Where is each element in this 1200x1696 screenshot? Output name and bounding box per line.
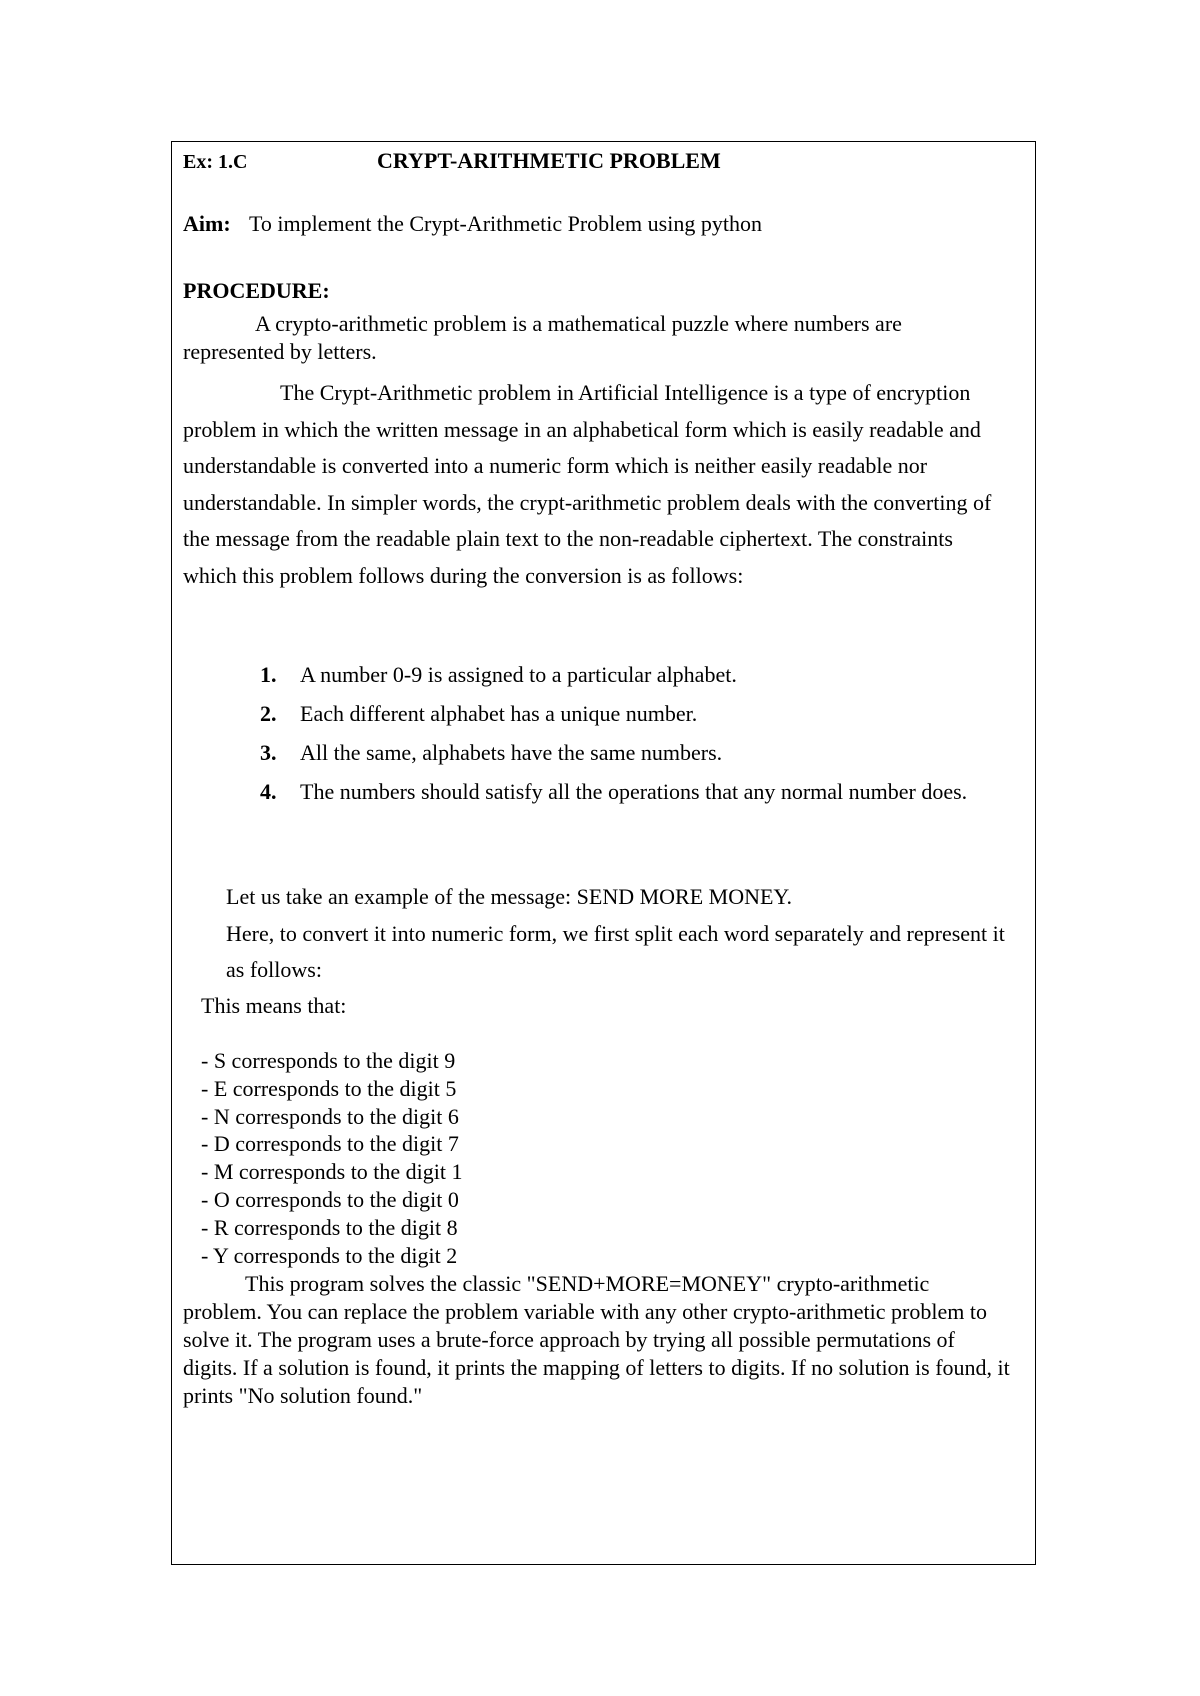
list-number: 3.	[260, 740, 277, 765]
list-item	[260, 778, 1000, 806]
procedure-intro	[183, 310, 983, 366]
mapping-item: - M corresponds to the digit 1	[201, 1159, 463, 1185]
means-label: This means that:	[201, 993, 347, 1018]
example-line-2: Here, to convert it into numeric form, we first split each word separately and represent it as follows:	[226, 920, 1005, 982]
list-item	[260, 739, 1000, 767]
aim-text: To implement the Crypt-Arithmetic Problem using python	[249, 211, 762, 236]
mapping-item: - O corresponds to the digit 0	[201, 1186, 459, 1212]
procedure-description-text: The Crypt-Arithmetic problem in Artificial Intelligence is a type of encryption problem in which the written message in an alphabetical form which is easily readable and understandable is converted into a numeric form which is neither easily readable nor understandable. In simpler words, the crypt-arithmetic problem deals with the converting of the message from the readable plain text to the non-readable ciphertext. The constraints which this problem follows during the conversion is as follows:	[183, 380, 992, 588]
list-number: 4.	[260, 779, 277, 804]
list-number: 2.	[260, 701, 277, 726]
summary-text: This program solves the classic "SEND+MORE=MONEY" crypto-arithmetic problem. You can replace the problem variable with any other crypto-arithmetic problem to solve it. The program uses a brute-force approach by trying all possible permutations of digits. If a solution is found, it prints the mapping of letters to digits. If no solution is found, it prints "No solution found."	[183, 1271, 1010, 1408]
mapping-item: - R corresponds to the digit 8	[201, 1214, 458, 1240]
list-number: 1.	[260, 662, 277, 687]
constraint-list	[260, 661, 1000, 817]
exercise-number: Ex: 1.C	[183, 151, 248, 173]
page-title: CRYPT-ARITHMETIC PROBLEM	[377, 148, 721, 173]
mapping-item: - N corresponds to the digit 6	[201, 1103, 459, 1129]
mapping-list	[201, 1047, 463, 1269]
aim-label: Aim:	[183, 211, 231, 236]
list-text: Each different alphabet has a unique number.	[300, 701, 698, 726]
list-text: The numbers should satisfy all the operations that any normal number does.	[300, 779, 968, 804]
summary-paragraph	[183, 1270, 1013, 1410]
example-paragraph	[226, 879, 1016, 989]
example-line-1: Let us take an example of the message: SEND MORE MONEY.	[226, 884, 792, 909]
list-item	[260, 700, 1000, 728]
mapping-item: - D corresponds to the digit 7	[201, 1131, 459, 1157]
mapping-item: - E corresponds to the digit 5	[201, 1075, 457, 1101]
list-text: All the same, alphabets have the same numbers.	[300, 740, 723, 765]
mapping-item: - Y corresponds to the digit 2	[201, 1242, 458, 1268]
mapping-item: - S corresponds to the digit 9	[201, 1048, 456, 1073]
procedure-heading: PROCEDURE:	[183, 278, 330, 303]
procedure-intro-text: A crypto-arithmetic problem is a mathematical puzzle where numbers are represented by letters.	[183, 311, 902, 364]
procedure-description	[183, 375, 1003, 594]
list-item	[260, 661, 1000, 689]
list-text: A number 0-9 is assigned to a particular alphabet.	[300, 662, 737, 687]
